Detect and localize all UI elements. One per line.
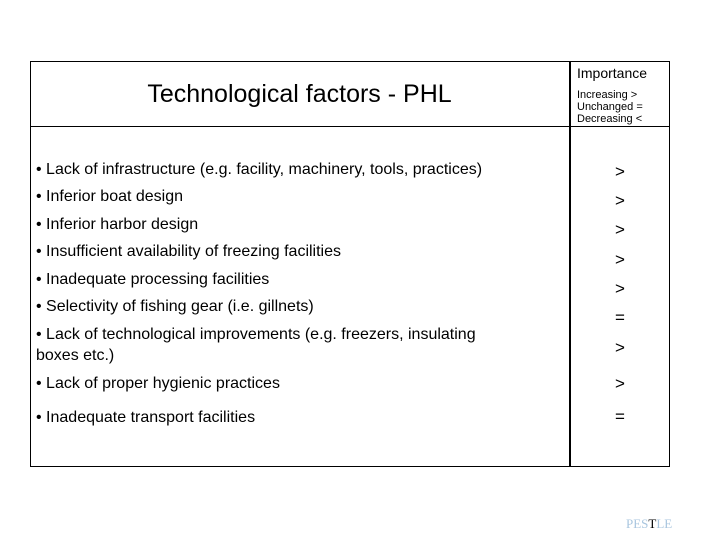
factor-item: • Inadequate transport facilities: [36, 409, 256, 426]
pestle-prefix: PES: [626, 516, 649, 531]
importance-symbol: =: [615, 308, 625, 327]
importance-header: Importance: [577, 65, 648, 81]
factor-item: • Inadequate processing facilities: [36, 271, 270, 288]
factor-item: • Insufficient availability of freezing facilities: [36, 243, 342, 260]
factor-item: • Inferior harbor design: [36, 216, 199, 233]
legend-unchanged: Unchanged =: [577, 101, 643, 113]
factor-item: • Lack of proper hygienic practices: [36, 375, 280, 392]
importance-symbol: >: [615, 338, 625, 357]
importance-symbol: >: [615, 374, 625, 393]
importance-symbol: >: [615, 279, 625, 298]
factor-item: • Inferior boat design: [36, 188, 184, 205]
legend-increasing: Increasing >: [577, 89, 638, 101]
factor-item: • Selectivity of fishing gear (i.e. gillnets): [36, 298, 314, 315]
importance-symbol: =: [615, 407, 625, 426]
importance-symbol: >: [615, 220, 625, 239]
importance-symbol: >: [615, 250, 625, 269]
header-divider: [30, 126, 670, 127]
pestle-nav-link[interactable]: [626, 516, 672, 532]
factor-item: • Lack of technological improvements (e.g. freezers, insulating: [36, 326, 476, 343]
pestle-current-letter: T: [648, 516, 657, 531]
legend-decreasing: Decreasing <: [577, 113, 643, 125]
importance-legend: [577, 89, 643, 125]
factor-item-continued: boxes etc.): [36, 347, 115, 364]
importance-symbol: >: [615, 162, 625, 181]
table-title: Technological factors - PHL: [147, 80, 452, 108]
pestle-suffix: LE: [656, 516, 673, 531]
importance-symbol: >: [615, 191, 625, 210]
factor-item: • Lack of infrastructure (e.g. facility, machinery, tools, practices): [36, 161, 483, 178]
